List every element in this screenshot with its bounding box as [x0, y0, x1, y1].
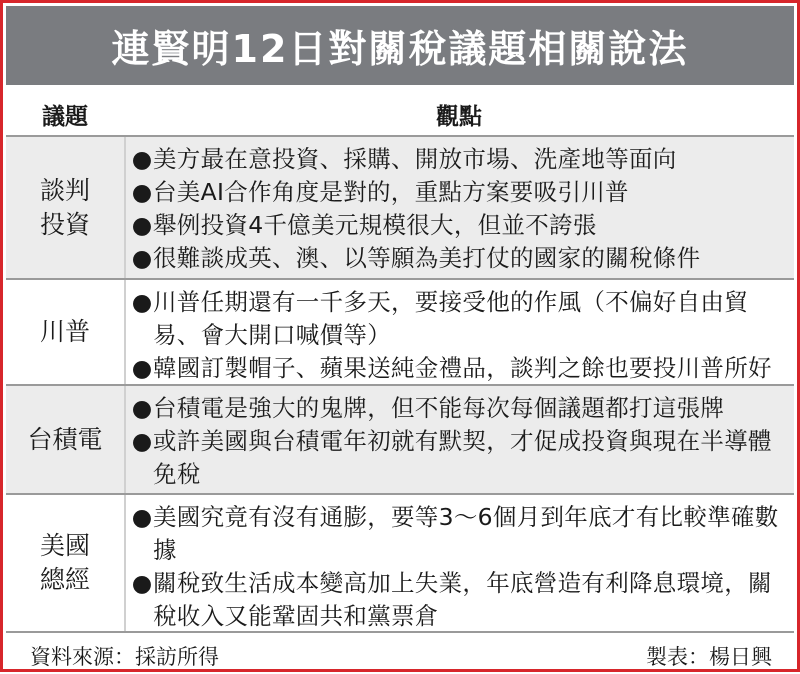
topic-line: 談判 [39, 175, 90, 205]
infographic-title: 連賢明12日對關稅議題相關說法 [111, 27, 689, 71]
row-points [131, 392, 786, 491]
column-divider [124, 386, 126, 493]
topic-line: 川普 [39, 317, 90, 346]
topic-line: 台積電 [27, 424, 103, 454]
list-item: ●關稅致生活成本變高加上失業，年底營造有利降息環境，關稅收入又能鞏固共和黨票倉 [131, 569, 772, 630]
list-item: ●美國究竟有沒有通膨，要等3～6個月到年底才有比較準確數據 [131, 503, 779, 564]
topic-line: 美國 [39, 531, 90, 560]
bullet-icon: ● [131, 244, 153, 272]
bullet-icon: ● [131, 288, 153, 316]
bullet-icon: ● [131, 394, 153, 422]
list-item: ●川普任期還有一千多天，要接受他的作風（不偏好自由貿易、會大開口喊價等） [131, 288, 748, 349]
row-points [131, 501, 786, 633]
bullet-icon: ● [131, 427, 153, 455]
bullet-icon: ● [131, 178, 153, 206]
row-topic [6, 137, 124, 278]
column-divider [124, 137, 126, 278]
row-points [131, 143, 786, 275]
title-bar [6, 6, 794, 85]
list-item: ●台美AI合作角度是對的，重點方案要吸引川普 [131, 176, 786, 209]
table-row-trump [6, 280, 794, 386]
footer [6, 631, 794, 674]
bullet-icon: ● [131, 503, 153, 531]
header-topic: 議題 [42, 103, 88, 130]
header-view: 觀點 [436, 103, 482, 130]
topic-line: 總經 [39, 565, 90, 594]
bullet-icon: ● [131, 211, 153, 239]
row-topic [6, 386, 124, 493]
topic-line: 投資 [39, 209, 90, 239]
list-item: ●很難談成英、澳、以等願為美打仗的國家的關稅條件 [131, 242, 786, 275]
row-topic [6, 280, 124, 384]
table-row-tsmc [6, 386, 794, 495]
column-divider [124, 280, 126, 384]
bullet-icon: ● [131, 569, 153, 597]
source-credit: 資料來源：採訪所得 [30, 645, 219, 669]
row-points [131, 286, 786, 385]
table-header [6, 93, 794, 137]
list-item: ●台積電是強大的鬼牌，但不能每次每個議題都打這張牌 [131, 392, 786, 425]
list-item: ●韓國訂製帽子、蘋果送純金禮品，談判之餘也要投川普所好 [131, 352, 786, 385]
list-item: ●美方最在意投資、採購、開放市場、洗產地等面向 [131, 143, 786, 176]
table-row-us-macro [6, 495, 794, 631]
row-topic [6, 495, 124, 631]
maker-credit: 製表：楊日興 [646, 645, 772, 669]
column-divider [124, 495, 126, 631]
bullet-icon: ● [131, 354, 153, 382]
table-row-negotiation [6, 137, 794, 280]
bullet-icon: ● [131, 145, 153, 173]
list-item: ●或許美國與台積電年初就有默契，才促成投資與現在半導體免稅 [131, 427, 772, 488]
list-item: ●舉例投資4千億美元規模很大，但並不誇張 [131, 209, 786, 242]
